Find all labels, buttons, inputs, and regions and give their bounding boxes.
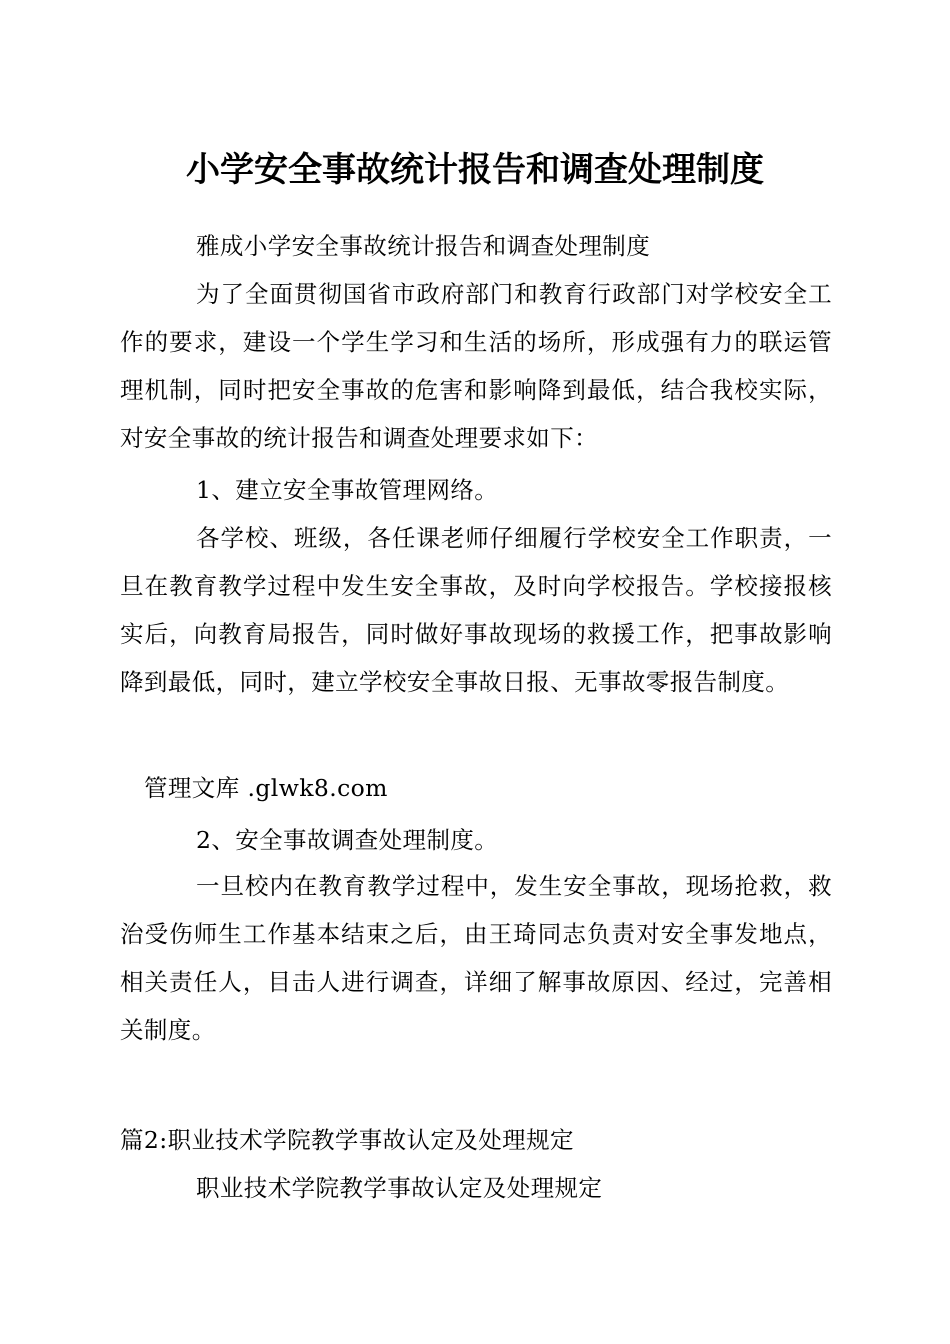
paragraph-chapter-2-title: 职业技术学院教学事故认定及处理规定: [196, 1174, 603, 1202]
paragraph-section-2-body: 一旦校内在教育教学过程中，发生安全事故，现场抢救，救治受伤师生工作基本结束之后，由王琦同志负责对安全事发地点，相关责任人，目击人进行调查，详细了解事故原因、经过，完善相关制度。: [120, 872, 832, 1044]
paragraph-school-heading: 雅成小学安全事故统计报告和调查处理制度: [196, 232, 651, 260]
document-title: 小学安全事故统计报告和调查处理制度: [186, 150, 764, 190]
paragraph-section-1-body: 各学校、班级，各任课老师仔细履行学校安全工作职责，一旦在教育教学过程中发生安全事故，及时向学校报告。学校接报核实后，向教育局报告，同时做好事故现场的救援工作，把事故影响降到最低，同时，建立学校安全事故日报、无事故零报告制度。: [120, 524, 832, 696]
paragraph-intro: 为了全面贯彻国省市政府部门和教育行政部门对学校安全工作的要求，建设一个学生学习和生活的场所，形成强有力的联运管理机制，同时把安全事故的危害和影响降到最低，结合我校实际，对安全事故的统计报告和调查处理要求如下：: [120, 280, 832, 452]
paragraph-section-1-heading: 1、建立安全事故管理网络。: [196, 476, 499, 504]
paragraph-section-2-heading: 2、安全事故调查处理制度。: [196, 826, 499, 854]
paragraph-watermark-text: 管理文库 .glwk8.com: [144, 774, 388, 802]
paragraph-chapter-2-heading: 篇2:职业技术学院教学事故认定及处理规定: [120, 1126, 574, 1154]
